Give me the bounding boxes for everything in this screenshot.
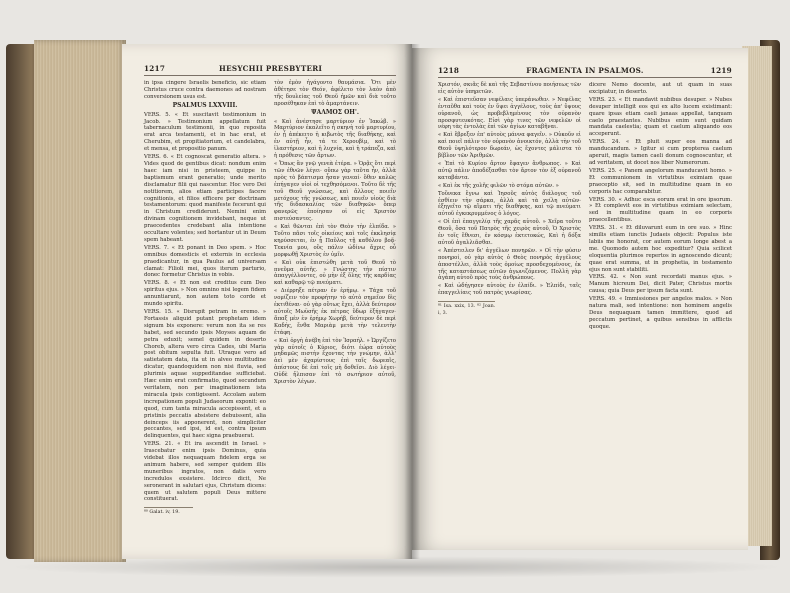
paragraph: « Ἀπέστειλεν δι' ἀγγέλων πονηρῶν. » Οἱ τὴν φύσιν πονηροί, οὐ γὰρ αὐτὸς ὁ Θεὸς πονηρὸς ἀγγέλους ἀποστέλλει, ἀλλὰ τοὺς ὁμοίως προσδεχομένους, ἐκ τῆς καταστάσεως αὐτῶν ἀγωνιζόμενος. Πολλὴ γὰρ ἀγάπη αὐτοῦ πρὸς τοὺς ἀνθρώπους. xyxy=(438,247,581,282)
left-running-head xyxy=(144,64,396,76)
paragraph: « Καὶ ὀργὴ ἀνέβη ἐπὶ τὸν Ἰσραήλ. » Ὠργίζετο γὰρ αὐτοῖς ὁ Κύριος, διότι ἑώρα αὐτοὺς μηδαμῶς πιστὴν ἔχοντας τὴν γνώμην, ἀλλ' ἀεὶ μὲν ἀχαρίστους ἐπὶ ταῖς δωρεαῖς, ἀπίστους δὲ ἐπὶ τοῖς μὴ δοθεῖσι. Διὸ λέγει· Οὐδὲ ἤλπισαν ἐπὶ τὸ σωτήριον αὐτοῦ, Χριστὸν λέγων. xyxy=(274,337,396,386)
paragraph: in ipsa cingere Israelis beneficio, sic etiam Christus cruce contra daemones ad nostram conversionem usus est. xyxy=(144,80,266,100)
page-edges-left xyxy=(34,40,126,562)
paragraph: « Καὶ ἐκ τῆς χολῆς φιλῶν τὸ στόμα αὐτῶν. » xyxy=(438,182,559,189)
paragraph: « Καὶ ἔβρεξεν ἐπ' αὐτοὺς μάννα φαγεῖν. » Οὐκοῦν εἰ καὶ ποιεῖ πάλιν τὸν οὐρανὸν ἀνοικτόν, ἀλλὰ τὴν τοῦ Θεοῦ ὑψηλότερον δωρεάν, ὡς ἔχοντες μάλιστα τὸ βίβλον τῶν Ἀριθμῶν. xyxy=(438,132,581,160)
paragraph: « Διέρρηξε πέτραν ἐν ἐρήμῳ. » Τάχα τοῦ νομίζειν τὸν προφήτην τὸ αὐτὸ σημεῖον δὶς ἐκτιθέναι· οὐ γὰρ οὕτως ἔχει, ἀλλὰ δεύτερον αὐτοῖς Μωϋσῆς ἐκ πέτρας ὕδωρ ἐξήγαγεν· ἅπαξ μὲν ἐν ἐρήμῳ Χωρήβ, δεύτερον δὲ περὶ Καδής, ἔνθα Μαριὰμ μετὰ τὴν τελευτὴν ἐτάφη. xyxy=(274,288,396,336)
left-page-greek-column xyxy=(274,80,396,517)
right-page-columns xyxy=(438,82,732,332)
left-page xyxy=(122,44,412,559)
psalm-heading: PSALMUS LXXVIII. xyxy=(172,101,238,109)
footnote: ⁸¹ Isa. xxix, 13. ⁸² Joan. i, 3. xyxy=(438,301,495,318)
paragraph: « Ὅπως ἂν γνῷ γενεὰ ἑτέρα. » Ὁρᾷς ὅτι περὶ τῶν ἐθνῶν λέγει· οὔπω γὰρ ταῦτα ἦν, ἀλλὰ πρὸς τὸ βάπτισμα ἦσαν γενεαί· ὅθεν καλῶς ἐπήγαγεν υἱοὶ οἱ τεχθησόμενοι. Τοῦτο δὲ τῆς τοῦ Θεοῦ γνώσεως, καὶ ἄλλους ποιεῖν μετόχους τῆς γνώσεως, καὶ ποιεῖν υἱοὺς διὰ τῆς διδασκαλίας τῶν διαθηκῶν· ὅπερ φανερῶς ἐποίησαν οἱ εἰς Χριστὸν πιστεύσαντες. xyxy=(274,160,396,223)
paragraph: VERS. 8. « Et non est creditus cum Deo spiritus ejus. » Non omnino nisi legem fidem annuntiarunt, non autem toto corde et mundo spiritu. xyxy=(144,280,266,308)
right-page-latin-column xyxy=(589,82,732,332)
paragraph: VERS. 49. « Immissiones per angelos malos. » Non natura mali, sed intentione: non hominem angelis Deus nequaquam tamen immittere, quod ad peccatum pertinet, a quibus sensibus in afflictis quoque. xyxy=(589,296,732,330)
paragraph: VERS. 42. « Non sunt recordati manus ejus. » Manum hicreum Dei, dicit Pater, Christus mortis causa; quia Deus per ipsum facta sunt. xyxy=(589,274,732,295)
left-page-number: 1217 xyxy=(144,64,166,73)
paragraph: VERS. 7. « Et ponant in Deo spem. » Hoc omnibus domesticis et externis in ecclesia praedicantur, in qua Paulus ad universam clamat: Filioli mei, quos iterum parturio, donec formetur Christus in vobis. xyxy=(144,244,266,279)
paragraph: VERS. 23. « Et mandavit nubibus desuper. » Nubes desuper intelligit eos qui ex alto lucem existimant: quare ipsas etiam caeli janaas appellat, tanquam caelo praestantes. Nubibus enim sunt quidam mandata caelestia; quam et caelum aliquando eos acceperunt. xyxy=(589,96,732,138)
psalm-heading: ΨΑΛΜΟΣ ΟΗ'. xyxy=(311,108,359,116)
right-page-number: 1218 xyxy=(438,66,460,75)
book-gutter xyxy=(404,44,420,559)
right-page-greek-column xyxy=(438,82,581,332)
left-page-columns xyxy=(144,80,396,517)
paragraph: Τοὔνεκα ἔγνω καὶ Ἰησοῦς αὐτὸς διάλογος τοῦ ἐσθίειν τὴν σάρκα, ἀλλὰ καὶ τὰ χείλη αὐτῶν· ἐξηγεῖτο τῷ αἵματι τῆς διαθήκης, καὶ τῷ πνεύματι αὐτοῦ ἐγκεκρυμμένος ὁ λόγος. xyxy=(438,190,581,218)
paragraph: « Καὶ ἐπιστεῦσαν νεφέλαις ὑπεράνωθεν. » Νεφέλας ἐνταῦθα καὶ τοὺς ἐν ὕψει ἀγγέλους, τοὺς ἀπ' ὕψους οὐρανοῦ, ὡς προβεβλημένους τὸν οὐρανὸν προσφυτευκότας. Εἰσὶ γὰρ τινες τῶν νεφελῶν οἱ νέφη τὰς ἐντολὰς ἐπὶ τῶν ἁγίων καταβῆναι. xyxy=(438,96,581,131)
right-running-title: FRAGMENTA IN PSALMOS. xyxy=(526,66,644,75)
paragraph: VERS. 5. « Et suscitavit testimonium in Jacob. » Testimonium appellatum fuit tabernaculum testimonii, in quo reposita erat arca testamenti, et in hac erat, et Cherubim, et propitiatorium, et candelabra, et mensa, et propositio panum. xyxy=(144,111,266,153)
left-page-latin-column xyxy=(144,80,266,517)
paragraph: « Καὶ θῶνται ἐπὶ τὸν Θεὸν τὴν ἐλπίδα. » Τοῦτο πᾶσι τοῖς οἰκείοις καὶ τοῖς ἐκκλησίᾳ κηρύσσεται, ἐν ᾗ Παῦλος τῇ καθόλου βοᾷ· Τεκνία μου, οὓς πάλιν ὠδίνω ἄχρις οὗ μορφωθῇ Χριστὸς ἐν ὑμῖν. xyxy=(274,224,396,258)
paragraph: « Οἱ ἐπὶ ἐπαγγελίᾳ τῆς χαρᾶς αὐτοῦ. » Χεῖρα τοῦτο Θεοῦ, ὅσα τοῦ Πατρὸς τῆς χειρὸς αὐτοῦ, Ὁ Χριστὸς ἐν τοῖς ἔθνεσι, ἐν κόσμῳ ἐκτετοκώς, Καὶ ἡ δόξα αὐτοῦ ἀγαλλιᾶσθαι. xyxy=(438,219,581,246)
paragraph: Χριστόν, σκιᾶς δὲ καὶ τῆς Σεβαστίνου ποιήσεως τῶν εἰς αὐτὸν ὑπηρετῶν. xyxy=(438,82,581,95)
right-running-head xyxy=(438,66,732,78)
paragraph: VERS. 15. « Disrupit petram in eremo. » Fortassis aliquid putant prophetam idem signum bis exponere: verum non ita se res habet, sed secundo ipsis Moyses aquam de petra eduxit; semel quidem in deserto Choreb, altera vero circa Cades, ubi Maria post obitum sepulta fuit. Utraque vero ad satietatem data, ita ut in alveo multitudine dicatur, quandoquidem non nisi fluvia, sed plurimis aquae suppeditandae sufficiebat. Hæc enim erat confirmatio, quod secundum veritatem, non per imaginationem ista miracula ipsis contigissent. Accolam autem increpationem populi Judaeorum exponit: eo quod, cum tanta miracula accepissent, et a pristinis peccatis absistere debuissent, alia deinceps iis apponerent, non simpliciter peccantes, sed ipsi, id est, contra ipsum delinquentes, qui haec signa praebuerat. xyxy=(144,309,266,440)
right-page-number-2: 1219 xyxy=(710,66,732,75)
paragraph: VERS. 31. « Et diluvarunt eum in ore suo. » Hinc similis etiam iunctis Judaeis objecit: Populus iste labiis me honorat, cor autem eorum longe abest a me. Quomodo autem hoc expeditur? Quia scilicet eloquentia plurimos repertos in agnoscendo dicunt; quae erat summa, ut in prophetia, in testamento ejus non sunt stabiliti. xyxy=(589,225,732,273)
paragraph: « Ἐπὶ τὸ Κυρίου ἄρτον ἔφαγεν ἄνθρωπος. » Καὶ αὐτῷ πάλιν ἀποδέξασθαι τὸν ἄρτον τὸν ἐξ οὐρανοῦ καταβάντα. xyxy=(438,160,581,181)
paragraph: « Καὶ ἀνέστησε μαρτύριον ἐν Ἰακώβ. » Μαρτύριον ἐκαλεῖτο ἡ σκηνὴ τοῦ μαρτυρίου, ἐν ᾗ ἀπέκειτο ἡ κιβωτὸς τῆς διαθήκης, καὶ ἐν αὐτῇ ἦν, τά τε Χερουβὶμ, καὶ τὸ ἱλαστήριον, καὶ ἡ λυχνία, καὶ ἡ τράπεζα, καὶ ἡ πρόθεσις τῶν ἄρτων. xyxy=(274,118,396,160)
paragraph: VERS. 6. « Et cognoscat generatio altera. » Vides quod de gentibus dicat: nondum enim haec iam nisi in pristeem, quippe in baptismum erant generatio; unde merito disclamatur filii qui nascentur. Hoc vero Dei notitiorem, alios etiam participes facere cognitionis, et filios efficere per doctrinam testamentorum: quod manifeste fecerunt qui in Christum crediderunt. Nemini enim divinam cognitionem invidebant, neque ut praecedentes credebant alia intentione occultare volentes; sed hortantur ut in Deum spem habeant. xyxy=(144,154,266,243)
paragraph: VERS. 24. « Et pluit super eos manna ad manducandum. » Igitur si cum propterea caelum aperuit, magis tamen caeli donum cognoscuntur, et ad veritatem, ut docet nos liber Numerorum. xyxy=(589,139,732,166)
paragraph: dicere Nemo docente, aut ut quam in suas excipiatur, in deserto. xyxy=(589,82,732,95)
paragraph: « Καὶ ὡδήγησεν αὐτοὺς ἐν ἐλπίδι. » Ἐλπίδι, ταῖς ἐπαγγελίαις τοῦ πατρὸς γνωρίσας. xyxy=(438,283,581,297)
paragraph: VERS. 21. « Et ira ascendit in Israel. » Irascebatur enim ipsis Dominus, quia videbat illos nequaquam fidelem erga se animum habere, sed semper quidem illis muneribus ingratos, non datis vero incredulos exsistere. Idcirco dicit, Ne seronerant in salutari ejus, Christum dicens: quem ut salutem populi Deus mittere constituerat. xyxy=(144,441,266,503)
paragraph: « Καὶ οὐκ ἐπιστώθη μετὰ τοῦ Θεοῦ τὸ πνεῦμα αὐτῆς. » Γνώστης τὴν πίστιν ἀπαγγέλλοντες, οὐ μὴν ἐξ ὅλης τῆς καρδίας καὶ καθαρῷ τῷ πνεύματι. xyxy=(274,259,396,287)
footnote: ⁸⁰ Galat. iv, 19. xyxy=(144,507,193,517)
paragraph: VERS. 25. « Panem angelorum manducavit homo. » Et communionem in virtutibus eximiam quae praeceptio sit, sed in multitudine quam in eo corporis hac comparabitur. xyxy=(589,167,732,195)
right-page xyxy=(412,48,748,550)
paragraph: τὸν ἐμὸν ἠγάγοντο θαυμάσια. Ὅτι μὲν ἀθέτησε τὸν Θεόν, ἀφέλετο τὸν λαὸν ἀπὸ τῆς δουλείας τοῦ Θεοῦ ἡμῶν καὶ διὰ τοῦτο προσέθηκαν ἐπὶ τὸ ἁμαρτάνειν. xyxy=(274,80,396,107)
paragraph: VERS. 30. « Adhuc esca eorum erat in ore ipsorum. » Et complevit eos in virtutibus eximiam selectam, sed in multitudine quam in eo corporis praecellentibus. xyxy=(589,196,732,224)
left-running-title: HESYCHII PRESBYTERI xyxy=(219,64,323,73)
